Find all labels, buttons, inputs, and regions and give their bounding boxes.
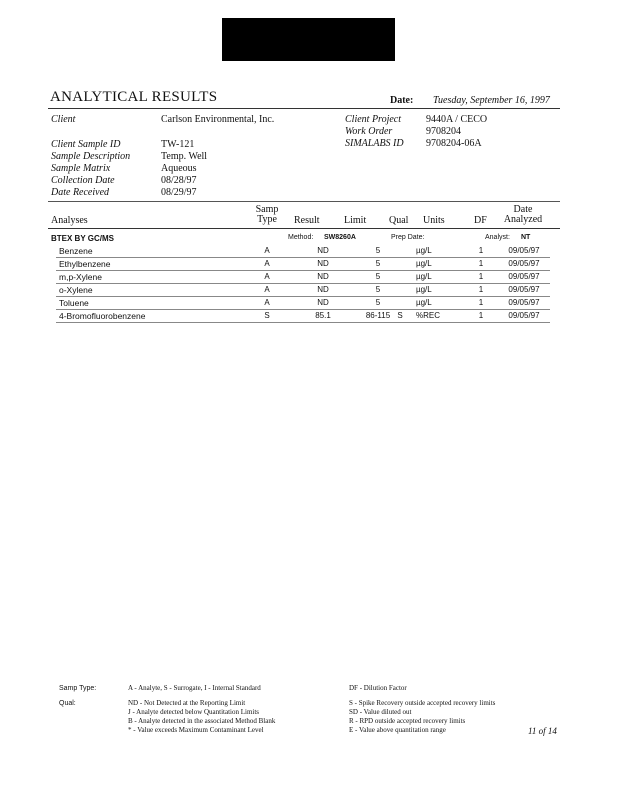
report-date: Tuesday, September 16, 1997: [433, 95, 550, 106]
limit-cell: 5: [375, 246, 381, 255]
df-cell: 1: [478, 311, 484, 320]
samp-type-cell: A: [264, 285, 270, 294]
limit-cell: 5: [375, 259, 381, 268]
analyte-cell: m,p-Xylene: [59, 272, 102, 282]
date-analyzed-cell: 09/05/97: [508, 272, 540, 281]
sample-description-value: Temp. Well: [161, 151, 208, 162]
collection-date-value: 08/28/97: [161, 175, 197, 186]
limit-cell: 5: [375, 272, 381, 281]
analyst-value: NT: [521, 234, 531, 241]
date-analyzed-cell: 09/05/97: [508, 298, 540, 307]
samp-type-cell: A: [264, 246, 270, 255]
date-analyzed-cell: 09/05/97: [508, 285, 540, 294]
result-cell: 85.1: [315, 311, 331, 320]
client-value: Carlson Environmental, Inc.: [161, 114, 275, 125]
limit-cell: 5: [375, 285, 381, 294]
qual-legend-e: E - Value above quantitation range: [349, 726, 446, 734]
result-cell: ND: [317, 246, 329, 255]
sample-description-label: Sample Description: [51, 151, 131, 162]
qual-legend-b: B - Analyte detected in the associated Method Blank: [128, 717, 276, 725]
units-cell: µg/L: [416, 272, 432, 281]
analyst-label: Analyst:: [485, 234, 510, 241]
df-cell: 1: [478, 246, 484, 255]
result-cell: ND: [317, 272, 329, 281]
samp-type-cell: S: [264, 311, 270, 320]
result-cell: ND: [317, 298, 329, 307]
units-cell: %REC: [416, 311, 441, 320]
lab-id-label: SIMALABS ID: [345, 138, 404, 149]
info-divider: [48, 201, 560, 202]
samp-type-cell: A: [264, 298, 270, 307]
header-divider: [48, 228, 560, 229]
title-divider: [48, 108, 560, 109]
analyte-cell: 4-Bromofluorobenzene: [59, 311, 146, 321]
df-cell: 1: [478, 285, 484, 294]
df-cell: 1: [478, 259, 484, 268]
date-analyzed-cell: 09/05/97: [508, 246, 540, 255]
col-qual: Qual: [389, 215, 409, 226]
sample-id-label: Client Sample ID: [51, 139, 121, 150]
page-title: ANALYTICAL RESULTS: [50, 89, 218, 105]
result-cell: ND: [317, 259, 329, 268]
col-date-line1: Date: [513, 204, 533, 215]
col-result: Result: [294, 215, 320, 226]
row-divider: [56, 309, 550, 310]
row-divider: [56, 283, 550, 284]
page-number: 11 of 14: [528, 726, 557, 736]
prep-date-label: Prep Date:: [391, 234, 425, 241]
qual-cell: S: [397, 311, 403, 320]
analyte-cell: Ethylbenzene: [59, 259, 111, 269]
col-samp-type: [250, 205, 284, 225]
col-units: Units: [423, 215, 445, 226]
samp-type-cell: A: [264, 272, 270, 281]
units-cell: µg/L: [416, 285, 432, 294]
col-date-line2: Analyzed: [503, 214, 543, 225]
work-order-label: Work Order: [345, 126, 393, 137]
client-project-label: Client Project: [345, 114, 402, 125]
date-label: Date:: [390, 95, 414, 106]
qual-legend-label: Qual:: [59, 700, 76, 707]
group-name: BTEX BY GC/MS: [51, 234, 114, 243]
samp-type-legend: A - Analyte, S - Surrogate, I - Internal Standard: [128, 684, 261, 692]
col-samp-type-line1: Samp: [255, 204, 279, 215]
sample-matrix-value: Aqueous: [161, 163, 197, 174]
row-divider: [56, 257, 550, 258]
df-cell: 1: [478, 272, 484, 281]
date-analyzed-cell: 09/05/97: [508, 259, 540, 268]
client-project-value: 9440A / CECO: [426, 114, 488, 125]
sample-matrix-label: Sample Matrix: [51, 163, 111, 174]
analyte-cell: o-Xylene: [59, 285, 93, 295]
col-date-analyzed: [500, 205, 546, 225]
analyte-cell: Benzene: [59, 246, 93, 256]
qual-legend-sd: SD - Value diluted out: [349, 708, 412, 716]
limit-cell: 86-115: [365, 311, 391, 320]
qual-legend-r: R - RPD outside accepted recovery limits: [349, 717, 466, 725]
date-received-value: 08/29/97: [161, 187, 197, 198]
row-divider: [56, 270, 550, 271]
col-analyses: Analyses: [51, 215, 88, 226]
samp-type-cell: A: [264, 259, 270, 268]
qual-legend-star: * - Value exceeds Maximum Contaminant Level: [128, 726, 264, 734]
analyte-cell: Toluene: [59, 298, 89, 308]
samp-type-legend-label: Samp Type:: [59, 685, 97, 692]
df-cell: 1: [478, 298, 484, 307]
qual-legend-nd: ND - Not Detected at the Reporting Limit: [128, 699, 246, 707]
sample-id-value: TW-121: [161, 139, 195, 150]
work-order-value: 9708204: [426, 126, 461, 137]
method-value: SW8260A: [324, 234, 356, 241]
units-cell: µg/L: [416, 246, 432, 255]
limit-cell: 5: [375, 298, 381, 307]
collection-date-label: Collection Date: [51, 175, 115, 186]
client-label: Client: [51, 114, 76, 125]
col-limit: Limit: [344, 215, 367, 226]
col-df: DF: [474, 215, 487, 226]
col-samp-type-line2: Type: [257, 214, 277, 225]
redaction-block: [222, 18, 395, 61]
units-cell: µg/L: [416, 259, 432, 268]
units-cell: µg/L: [416, 298, 432, 307]
df-legend: DF - Dilution Factor: [349, 684, 407, 692]
row-divider: [56, 322, 550, 323]
result-cell: ND: [317, 285, 329, 294]
lab-id-value: 9708204-06A: [426, 138, 482, 149]
method-label: Method:: [288, 234, 314, 241]
qual-legend-s: S - Spike Recovery outside accepted recovery limits: [349, 699, 496, 707]
qual-legend-j: J - Analyte detected below Quantitation Limits: [128, 708, 260, 716]
date-analyzed-cell: 09/05/97: [508, 311, 540, 320]
row-divider: [56, 296, 550, 297]
date-received-label: Date Received: [51, 187, 110, 198]
